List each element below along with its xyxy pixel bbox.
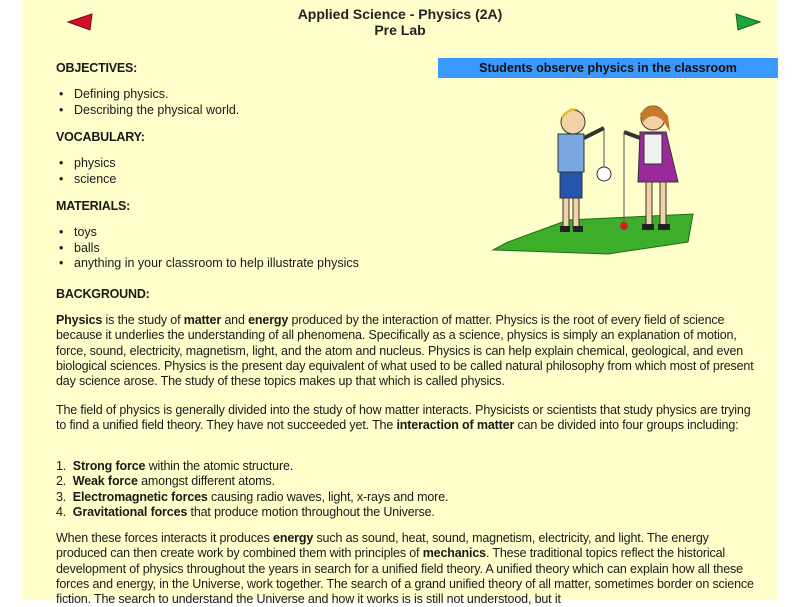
list-item: • Defining physics. bbox=[74, 87, 239, 103]
background-paragraph-3 bbox=[56, 531, 756, 607]
item-number: 4. bbox=[56, 504, 67, 519]
item-number: 3. bbox=[56, 489, 67, 504]
bold-term: Strong force bbox=[72, 459, 146, 473]
text-segment: When these forces interacts it produces bbox=[56, 531, 274, 545]
objectives-heading: OBJECTIVES: bbox=[56, 61, 138, 75]
vocabulary-list bbox=[74, 156, 116, 187]
subtitle-text: Pre Lab bbox=[374, 22, 426, 38]
title-text: Applied Science - Physics (2A) bbox=[297, 6, 503, 22]
list-item: • science bbox=[74, 172, 116, 188]
item-number: 2. bbox=[56, 474, 67, 489]
objectives-list bbox=[74, 87, 239, 118]
text-segment: . These traditional topics reflect the historical development of physics throughout the years in search for a unified field theory. A unified theory which can explain how all these forces and energy, in the Universe, work together. The search of a grand unified theory of all matter, sometimes border on science fiction. The search to understand the Universe and how it works is is still not understood, but it bbox=[56, 546, 754, 607]
forces-list bbox=[56, 459, 448, 520]
bold-term: mechanics bbox=[422, 546, 486, 561]
bold-term: Gravitational forces bbox=[72, 504, 188, 519]
bold-term: interaction of matter bbox=[396, 418, 515, 433]
text-segment: such as sound, heat, sound, magnetism, electricity, and light. The energy produced can then create work by combined them with principles of bbox=[56, 531, 709, 561]
materials-heading: MATERIALS: bbox=[56, 199, 131, 213]
illustration-caption-banner: Students observe physics in the classroom bbox=[438, 58, 778, 78]
list-item: • toys bbox=[74, 225, 359, 241]
list-item: • Describing the physical world. bbox=[74, 103, 239, 119]
background-heading: BACKGROUND: bbox=[56, 287, 150, 301]
bold-term: matter bbox=[183, 313, 222, 327]
bold-term: Weak force bbox=[72, 474, 138, 489]
bold-term: Physics bbox=[56, 313, 103, 327]
background-paragraph-1 bbox=[56, 313, 756, 389]
text-segment: produced by the interaction of matter. Physics is the root of every field of science because it underlies the understanding of all phenomena. Specifically as a science, physics is simply an explanation of motion, force, sound, electricity, magnetism, light, and the atom and nucleus. Physics is can help explain chemical, geological, and even biological sciences. Physics is the present day equivalent of what used to be called natural philosophy from which most of present day science arose. The study of these topics makes up that which is called physics. bbox=[56, 313, 754, 389]
list-item: • physics bbox=[74, 156, 116, 172]
text-segment: within the atomic structure. bbox=[145, 459, 294, 473]
force-item bbox=[56, 459, 448, 474]
materials-list bbox=[74, 225, 359, 272]
text-segment: amongst different atoms. bbox=[137, 474, 275, 489]
background-paragraph-2 bbox=[56, 403, 756, 434]
text-segment: causing radio waves, light, x-rays and more. bbox=[207, 489, 449, 504]
bold-term: energy bbox=[248, 313, 289, 327]
force-item bbox=[56, 505, 448, 520]
bold-term: energy bbox=[273, 531, 314, 545]
force-item bbox=[56, 474, 448, 489]
text-segment: that produce motion throughout the Universe. bbox=[187, 504, 435, 519]
list-item: • balls bbox=[74, 241, 359, 257]
vocabulary-heading: VOCABULARY: bbox=[56, 130, 145, 144]
force-item bbox=[56, 490, 448, 505]
bold-term: Electromagnetic forces bbox=[72, 489, 208, 504]
page-title bbox=[0, 6, 800, 38]
list-item: • anything in your classroom to help illustrate physics bbox=[74, 256, 359, 272]
text-segment: is the study of bbox=[102, 313, 184, 327]
text-segment: The field of physics is generally divided into the study of how matter interacts. Physicists or scientists that study physics are trying to find a unified field theory. They have not succeeded yet. The bbox=[56, 403, 751, 433]
text-segment: can be divided into four groups including: bbox=[514, 418, 739, 433]
item-number: 1. bbox=[56, 459, 67, 473]
text-segment: and bbox=[221, 313, 249, 327]
kids-physics-illustration bbox=[488, 92, 708, 267]
